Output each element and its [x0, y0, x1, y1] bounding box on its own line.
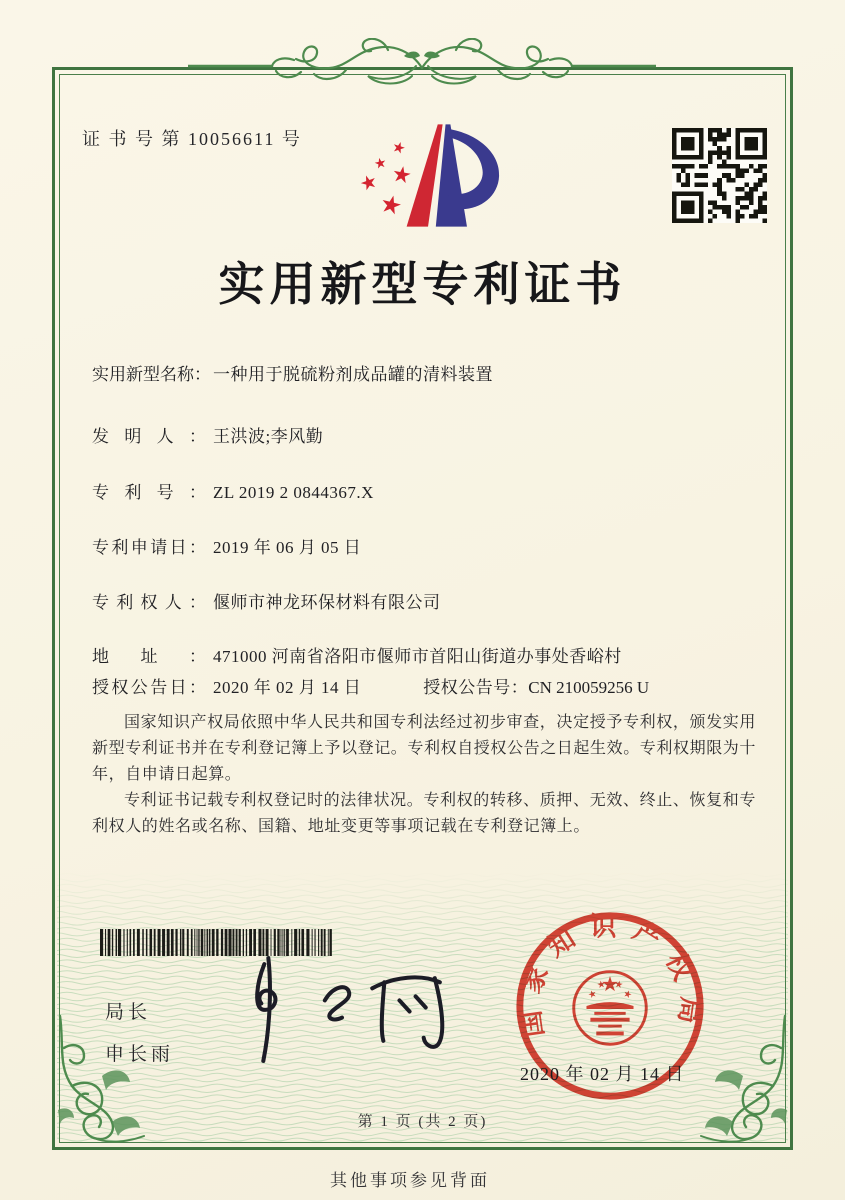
- field-row-invention-name: [92, 363, 762, 387]
- qr-code: [672, 128, 767, 223]
- certificate-title: 实用新型专利证书: [218, 259, 627, 310]
- field-label: 地址：: [92, 647, 206, 666]
- field-label: 专利申请日：: [92, 538, 206, 557]
- logo-red-wedge: [407, 124, 443, 226]
- field-row-inventors: [92, 425, 762, 449]
- field-row-filing-date: [92, 536, 762, 560]
- field-value: 王洪波;李风勤: [213, 427, 324, 446]
- officer-title: 局长: [105, 1002, 152, 1023]
- field-row-grant: [92, 676, 762, 700]
- seal-date: 2020 年 02 月 14 日: [520, 1064, 685, 1084]
- field-label: 发明人：: [92, 427, 206, 446]
- legal-paragraph-1: 国家知识产权局依照中华人民共和国专利法经过初步审查，决定授予专利权，颁发实用新型专利证书并在专利登记簿上予以登记。专利权自授权公告之日起生效。专利权期限为十年，自申请日起算。: [92, 714, 757, 783]
- field-value: ZL 2019 2 0844367.X: [213, 483, 374, 502]
- field-row-patentee: [92, 591, 762, 615]
- grant-number-value: CN 210059256 U: [528, 678, 650, 697]
- national-emblem: [574, 972, 647, 1045]
- officer-name: 申长雨: [105, 1044, 175, 1065]
- back-side-note: 其他事项参见背面: [330, 1171, 490, 1190]
- field-value: 一种用于脱硫粉剂成品罐的清料装置: [213, 365, 493, 384]
- legal-text-block: [92, 710, 756, 840]
- grant-number-label: 授权公告号：: [423, 678, 529, 697]
- field-value: 2019 年 06 月 05 日: [213, 538, 362, 557]
- grant-date-value: 2020 年 02 月 14 日: [213, 678, 362, 697]
- field-row-address: [92, 645, 762, 669]
- field-value: 471000 河南省洛阳市偃师市首阳山街道办事处香峪村: [213, 647, 622, 666]
- field-label: 实用新型名称：: [92, 365, 211, 384]
- dragon-scroll-ornament: [188, 38, 656, 96]
- field-label: 授权公告日：: [92, 678, 206, 697]
- cnipa-patent-logo: [356, 120, 502, 232]
- field-row-patent-number: [92, 481, 762, 505]
- certificate-number: 证 书 号 第 10056611 号: [82, 129, 302, 149]
- field-label: 专利权人：: [92, 593, 206, 612]
- page-number: 第 1 页 (共 2 页): [357, 1114, 488, 1130]
- legal-paragraph-2: 专利证书记载专利权登记时的法律状况。专利权的转移、质押、无效、终止、恢复和专利权人的姓名或名称、国籍、地址变更等事项记载在专利登记簿上。: [92, 792, 756, 835]
- signature-handwriting: [228, 950, 460, 1066]
- field-label: 专利号：: [92, 483, 206, 502]
- logo-stars: [359, 140, 412, 215]
- seal-arc-text: 国家知识产权局: [513, 911, 707, 1040]
- field-value: 偃师市神龙环保材料有限公司: [213, 593, 441, 612]
